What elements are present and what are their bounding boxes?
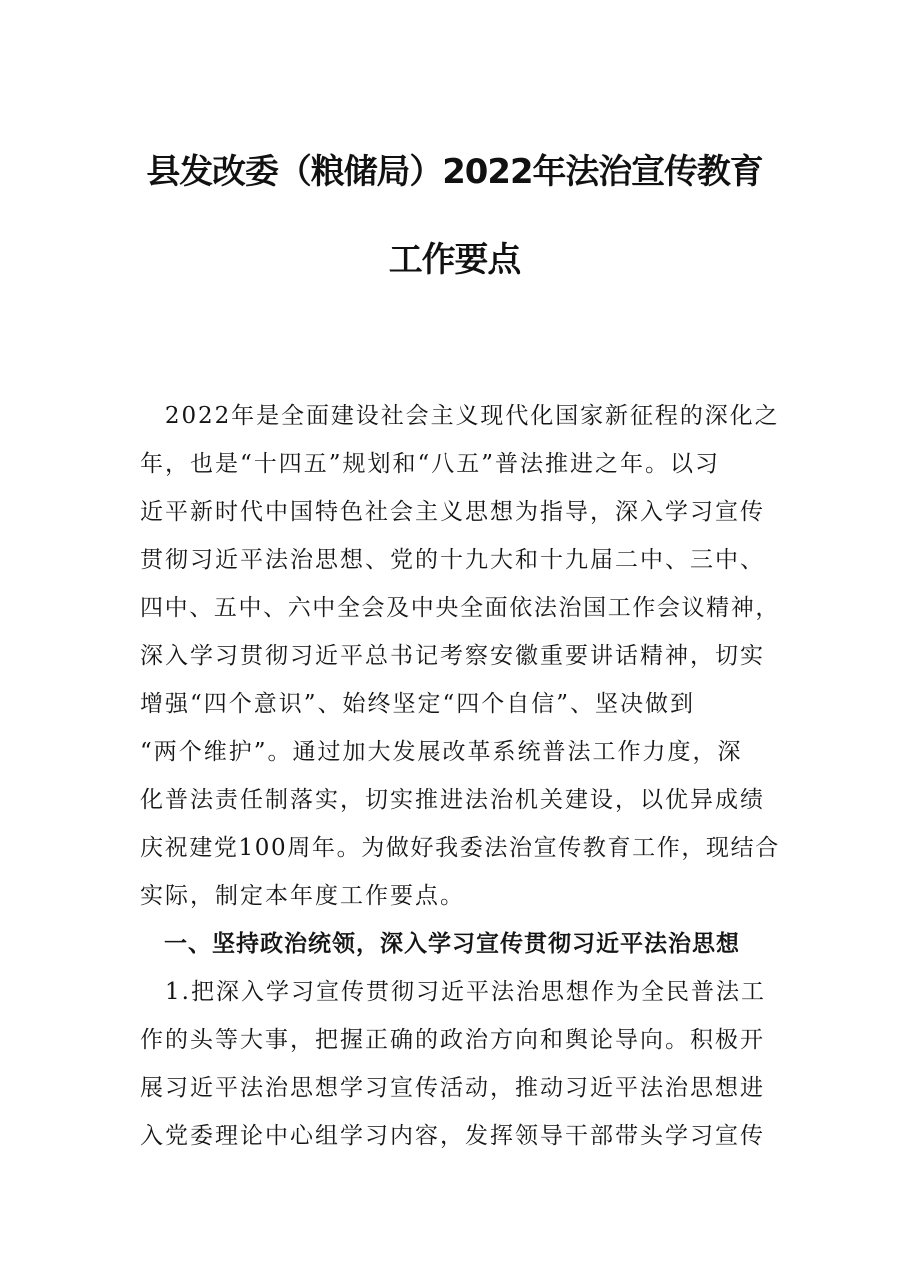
body-line: “两个维护”。通过加大发展改革系统普法工作力度，深 — [140, 739, 743, 765]
body-line: 近平新时代中国特色社会主义思想为指导，深入学习宣传 — [140, 499, 765, 525]
body-line: 增强“四个意识”、始终坚定“四个自信”、坚决做到 — [140, 691, 696, 717]
document-body — [140, 392, 780, 1160]
body-line: 深入学习贯彻习近平总书记考察安徽重要讲话精神，切实 — [140, 643, 765, 669]
section-heading: 一、坚持政治统领，深入学习宣传贯彻习近平法治思想 — [140, 931, 740, 957]
document-title-line-1: 县发改委（粮储局）2022年法治宣传教育 — [146, 152, 763, 191]
body-line: 入党委理论中心组学习内容，发挥领导干部带头学习宣传 — [140, 1123, 765, 1149]
body-line: 贯彻习近平法治思想、党的十九大和十九届二中、三中、 — [140, 547, 765, 573]
body-line: 1.把深入学习宣传贯彻习近平法治思想作为全民普法工 — [140, 979, 766, 1005]
body-line: 庆祝建党100周年。为做好我委法治宣传教育工作，现结合 — [140, 835, 780, 861]
body-line: 年，也是“十四五”规划和“八五”普法推进之年。以习 — [140, 451, 721, 477]
body-line: 作的头等大事，把握正确的政治方向和舆论导向。积极开 — [140, 1027, 765, 1053]
body-line: 2022年是全面建设社会主义现代化国家新征程的深化之 — [140, 403, 780, 429]
body-line: 化普法责任制落实，切实推进法治机关建设，以优异成绩 — [140, 787, 765, 813]
document-title-line-2: 工作要点 — [388, 240, 521, 279]
body-line: 展习近平法治思想学习宣传活动，推动习近平法治思想进 — [140, 1075, 765, 1101]
body-line: 实际，制定本年度工作要点。 — [140, 883, 465, 909]
body-line: 四中、五中、六中全会及中央全面依法治国工作会议精神， — [140, 595, 780, 621]
